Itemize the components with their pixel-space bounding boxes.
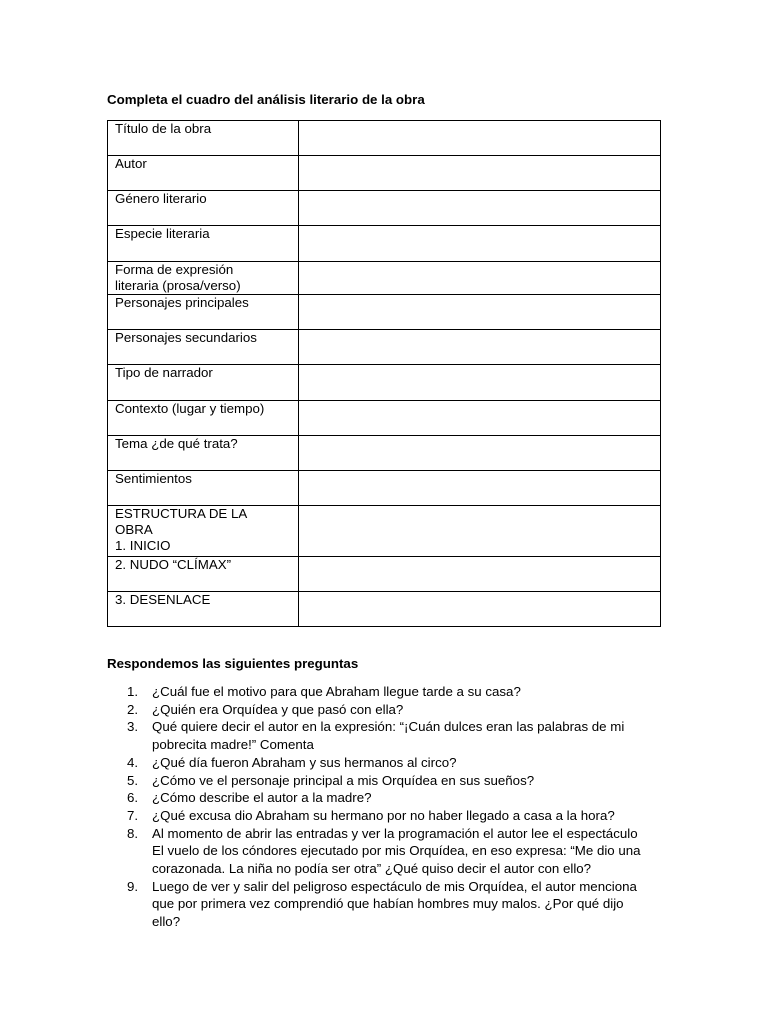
row-answer-cell[interactable] xyxy=(299,121,661,156)
question-number: 6. xyxy=(127,790,139,806)
table-row xyxy=(108,295,661,330)
question-text-line: ¿Quién era Orquídea y que pasó con ella? xyxy=(152,701,404,717)
row-label xyxy=(108,262,299,295)
table-row xyxy=(108,191,661,226)
question-text-line: ¿Qué excusa dio Abraham su hermano por no haber llegado a casa a la hora? xyxy=(152,807,615,823)
row-answer-cell[interactable] xyxy=(299,506,661,557)
row-label-line: Género literario xyxy=(115,191,207,206)
question-text-line: El vuelo de los cóndores ejecutado por mis Orquídea, en eso expresa: “Me dio una xyxy=(152,843,641,859)
question-item xyxy=(107,772,667,790)
row-label xyxy=(108,191,299,226)
row-label-line: Personajes principales xyxy=(115,295,249,310)
table-row xyxy=(108,365,661,401)
row-label xyxy=(108,121,299,156)
question-text-line: ¿Cuál fue el motivo para que Abraham llegue tarde a su casa? xyxy=(152,684,521,699)
question-text-line: Qué quiere decir el autor en la expresión: “¡Cuán dulces eran las palabras de mi xyxy=(152,719,625,735)
question-number: 5. xyxy=(127,772,139,788)
row-label-line: ESTRUCTURA DE LA xyxy=(115,506,248,521)
row-answer-cell[interactable] xyxy=(299,471,661,506)
row-label xyxy=(108,557,299,592)
section-title-analysis: Completa el cuadro del análisis literario de la obra xyxy=(107,92,425,107)
question-text-line: pobrecita madre!” Comenta xyxy=(152,737,314,753)
row-answer-cell[interactable] xyxy=(299,295,661,330)
question-number: 3. xyxy=(127,719,139,735)
row-label xyxy=(108,401,299,436)
row-label-line: 3. DESENLACE xyxy=(115,592,211,607)
row-label-line: 2. NUDO “CLÍMAX” xyxy=(115,557,231,572)
row-answer-cell[interactable] xyxy=(299,401,661,436)
question-item xyxy=(107,718,667,753)
table-row xyxy=(108,436,661,471)
row-label-line: Autor xyxy=(115,156,147,171)
table-row xyxy=(108,592,661,627)
analysis-table xyxy=(107,120,661,627)
table-row xyxy=(108,226,661,262)
row-label-line: Título de la obra xyxy=(115,121,212,136)
row-label xyxy=(108,436,299,471)
question-item xyxy=(107,701,667,719)
row-answer-cell[interactable] xyxy=(299,262,661,295)
section-title-questions: Respondemos las siguientes preguntas xyxy=(107,656,359,671)
question-number: 9. xyxy=(127,878,139,894)
question-text-line: ¿Qué día fueron Abraham y sus hermanos al circo? xyxy=(152,754,457,770)
row-label-line: 1. INICIO xyxy=(115,538,171,553)
row-label-line: Sentimientos xyxy=(115,471,192,486)
table-row xyxy=(108,401,661,436)
question-text-line: ¿Cómo describe el autor a la madre? xyxy=(152,790,372,806)
row-answer-cell[interactable] xyxy=(299,226,661,262)
question-text-line: corazonada. La niña no podía ser otra” ¿Qué quiso decir el autor con ello? xyxy=(152,861,592,877)
row-label xyxy=(108,226,299,262)
table-row xyxy=(108,121,661,156)
table-row xyxy=(108,506,661,557)
row-label-line: Tipo de narrador xyxy=(115,365,213,380)
row-label-line: literaria (prosa/verso) xyxy=(115,278,241,293)
question-text-line: ello? xyxy=(152,914,181,930)
question-item xyxy=(107,754,667,772)
row-label xyxy=(108,156,299,191)
table-row xyxy=(108,557,661,592)
row-label xyxy=(108,592,299,627)
question-text-line: Al momento de abrir las entradas y ver la programación el autor lee el espectáculo xyxy=(152,825,638,841)
row-label-line: OBRA xyxy=(115,522,153,537)
questions-list xyxy=(107,683,667,931)
row-label-line: Forma de expresión xyxy=(115,262,234,277)
row-answer-cell[interactable] xyxy=(299,365,661,401)
row-label-line: Personajes secundarios xyxy=(115,330,257,345)
question-item xyxy=(107,878,667,931)
row-answer-cell[interactable] xyxy=(299,436,661,471)
row-label xyxy=(108,471,299,506)
question-number: 7. xyxy=(127,807,139,823)
table-row xyxy=(108,330,661,365)
row-label-line: Especie literaria xyxy=(115,226,210,241)
row-label-line: Contexto (lugar y tiempo) xyxy=(115,401,265,416)
row-label xyxy=(108,330,299,365)
question-text-line: que por primera vez comprendió que habían hombres muy malos. ¿Por qué dijo xyxy=(152,896,624,912)
question-number: 4. xyxy=(127,754,139,770)
row-answer-cell[interactable] xyxy=(299,191,661,226)
row-label xyxy=(108,295,299,330)
question-number: 1. xyxy=(127,684,139,699)
row-label xyxy=(108,506,299,557)
question-text-line: Luego de ver y salir del peligroso espectáculo de mis Orquídea, el autor menciona xyxy=(152,878,637,894)
question-text-line: ¿Cómo ve el personaje principal a mis Orquídea en sus sueños? xyxy=(152,772,535,788)
question-item xyxy=(107,825,667,878)
question-number: 2. xyxy=(127,701,139,717)
table-row xyxy=(108,262,661,295)
question-item xyxy=(107,683,667,701)
row-label xyxy=(108,365,299,401)
row-answer-cell[interactable] xyxy=(299,592,661,627)
table-row xyxy=(108,156,661,191)
row-answer-cell[interactable] xyxy=(299,330,661,365)
question-item xyxy=(107,789,667,807)
question-number: 8. xyxy=(127,825,139,841)
row-answer-cell[interactable] xyxy=(299,156,661,191)
question-item xyxy=(107,807,667,825)
row-answer-cell[interactable] xyxy=(299,557,661,592)
row-label-line: Tema ¿de qué trata? xyxy=(115,436,238,451)
table-row xyxy=(108,471,661,506)
